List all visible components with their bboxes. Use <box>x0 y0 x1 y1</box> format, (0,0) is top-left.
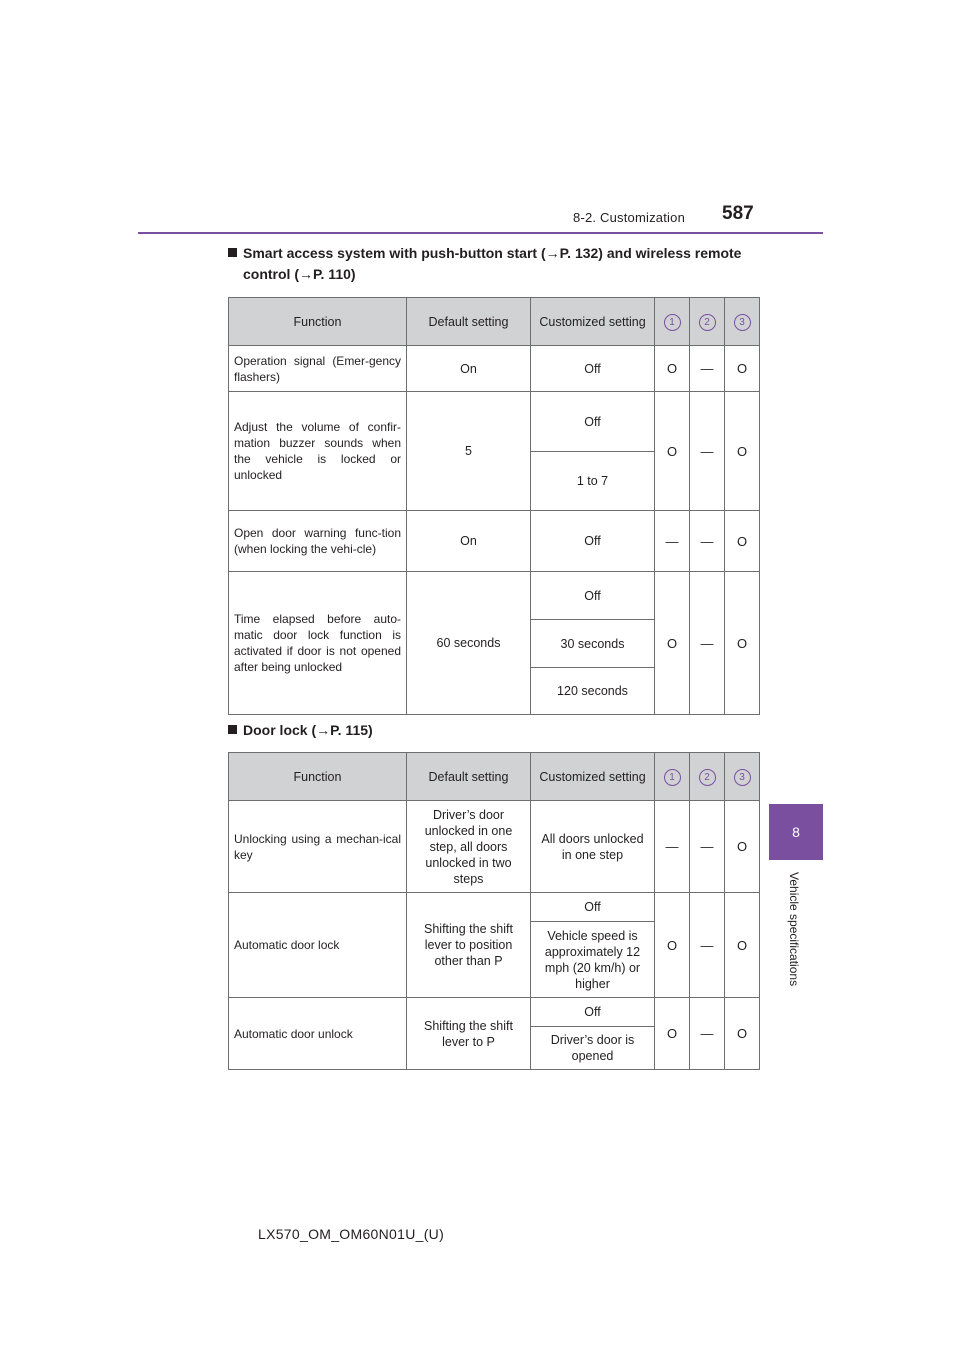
circled-1-icon: 1 <box>664 769 681 786</box>
document-id: LX570_OM_OM60N01U_(U) <box>258 1226 445 1242</box>
cell-default: Shifting the shift lever to P <box>407 998 531 1070</box>
header-default: Default setting <box>407 298 531 346</box>
header-col2 <box>690 298 725 346</box>
cell-custom: Off <box>531 511 655 572</box>
cell-mark-1: — <box>655 801 690 893</box>
cell-default: 60 seconds <box>407 572 531 715</box>
section-title: 8-2. Customization <box>573 210 685 225</box>
header-col1 <box>655 298 690 346</box>
heading-line-2: control (→P. 110) <box>243 266 356 282</box>
cell-mark-2: — <box>690 511 725 572</box>
cell-mark-1: O <box>655 572 690 715</box>
square-bullet-icon <box>228 248 237 257</box>
cell-function: Open door warning func-tion (when locking the vehi-cle) <box>229 511 407 572</box>
circled-3-icon: 3 <box>734 314 751 331</box>
cell-mark-2: — <box>690 346 725 392</box>
page-header <box>0 0 960 240</box>
chapter-tab-label: Vehicle specifications <box>787 872 801 987</box>
header-rule <box>138 232 823 234</box>
cell-mark-2: — <box>690 998 725 1070</box>
section-heading-smart-access <box>228 243 768 285</box>
cell-mark-2: — <box>690 392 725 511</box>
cell-function: Adjust the volume of confir-mation buzzer sounds when the vehicle is locked or unlocked <box>229 392 407 511</box>
table-header-row <box>229 298 760 346</box>
cell-mark-3: O <box>725 893 760 998</box>
heading-line-1: Smart access system with push-button start (→P. 132) and wireless remote <box>243 245 742 261</box>
header-customized: Customized setting <box>531 753 655 801</box>
cell-mark-3: O <box>725 998 760 1070</box>
table-row <box>229 572 760 620</box>
cell-mark-3: O <box>725 801 760 893</box>
header-col2 <box>690 753 725 801</box>
cell-mark-3: O <box>725 511 760 572</box>
chapter-tab <box>769 804 823 860</box>
cell-mark-1: O <box>655 893 690 998</box>
header-default: Default setting <box>407 753 531 801</box>
cell-function: Operation signal (Emer-gency flashers) <box>229 346 407 392</box>
smart-access-table <box>228 297 760 715</box>
table-row <box>229 801 760 893</box>
header-function: Function <box>229 753 407 801</box>
cell-mark-2: — <box>690 801 725 893</box>
table-row <box>229 998 760 1027</box>
header-function: Function <box>229 298 407 346</box>
cell-mark-3: O <box>725 572 760 715</box>
table-row <box>229 511 760 572</box>
chapter-tab-label-wrap <box>785 872 805 1012</box>
cell-default: On <box>407 346 531 392</box>
cell-function: Automatic door unlock <box>229 998 407 1070</box>
cell-mark-1: O <box>655 392 690 511</box>
cell-custom: Off <box>531 572 655 620</box>
cell-mark-1: O <box>655 346 690 392</box>
cell-custom: Off <box>531 893 655 922</box>
circled-3-icon: 3 <box>734 769 751 786</box>
header-col3 <box>725 753 760 801</box>
table-row <box>229 392 760 452</box>
cell-mark-3: O <box>725 346 760 392</box>
cell-custom: Off <box>531 392 655 452</box>
cell-custom: Driver’s door is opened <box>531 1027 655 1070</box>
header-col3 <box>725 298 760 346</box>
chapter-number: 8 <box>792 824 800 840</box>
page-number: 587 <box>722 203 754 224</box>
cell-custom: 1 to 7 <box>531 452 655 511</box>
cell-mark-3: O <box>725 392 760 511</box>
cell-custom: All doors unlocked in one step <box>531 801 655 893</box>
cell-function: Unlocking using a mechan-ical key <box>229 801 407 893</box>
circled-1-icon: 1 <box>664 314 681 331</box>
cell-custom: 120 seconds <box>531 668 655 715</box>
circled-2-icon: 2 <box>699 769 716 786</box>
section-heading-door-lock <box>228 720 768 741</box>
table-row <box>229 346 760 392</box>
cell-custom: Off <box>531 346 655 392</box>
table-row <box>229 893 760 922</box>
cell-function: Time elapsed before auto-matic door lock function is activated if door is not opened after being unlocked <box>229 572 407 715</box>
cell-custom: Off <box>531 998 655 1027</box>
cell-custom: Vehicle speed is approximately 12 mph (20 km/h) or higher <box>531 922 655 998</box>
cell-function: Automatic door lock <box>229 893 407 998</box>
header-col1 <box>655 753 690 801</box>
header-customized: Customized setting <box>531 298 655 346</box>
door-lock-table <box>228 752 760 1070</box>
table-header-row <box>229 753 760 801</box>
heading-text: Door lock (→P. 115) <box>243 722 373 738</box>
cell-mark-2: — <box>690 572 725 715</box>
cell-custom: 30 seconds <box>531 620 655 668</box>
cell-default: 5 <box>407 392 531 511</box>
square-bullet-icon <box>228 725 237 734</box>
cell-default: Shifting the shift lever to position other than P <box>407 893 531 998</box>
cell-mark-2: — <box>690 893 725 998</box>
cell-default: Driver’s door unlocked in one step, all doors unlocked in two steps <box>407 801 531 893</box>
cell-default: On <box>407 511 531 572</box>
cell-mark-1: O <box>655 998 690 1070</box>
cell-mark-1: — <box>655 511 690 572</box>
circled-2-icon: 2 <box>699 314 716 331</box>
